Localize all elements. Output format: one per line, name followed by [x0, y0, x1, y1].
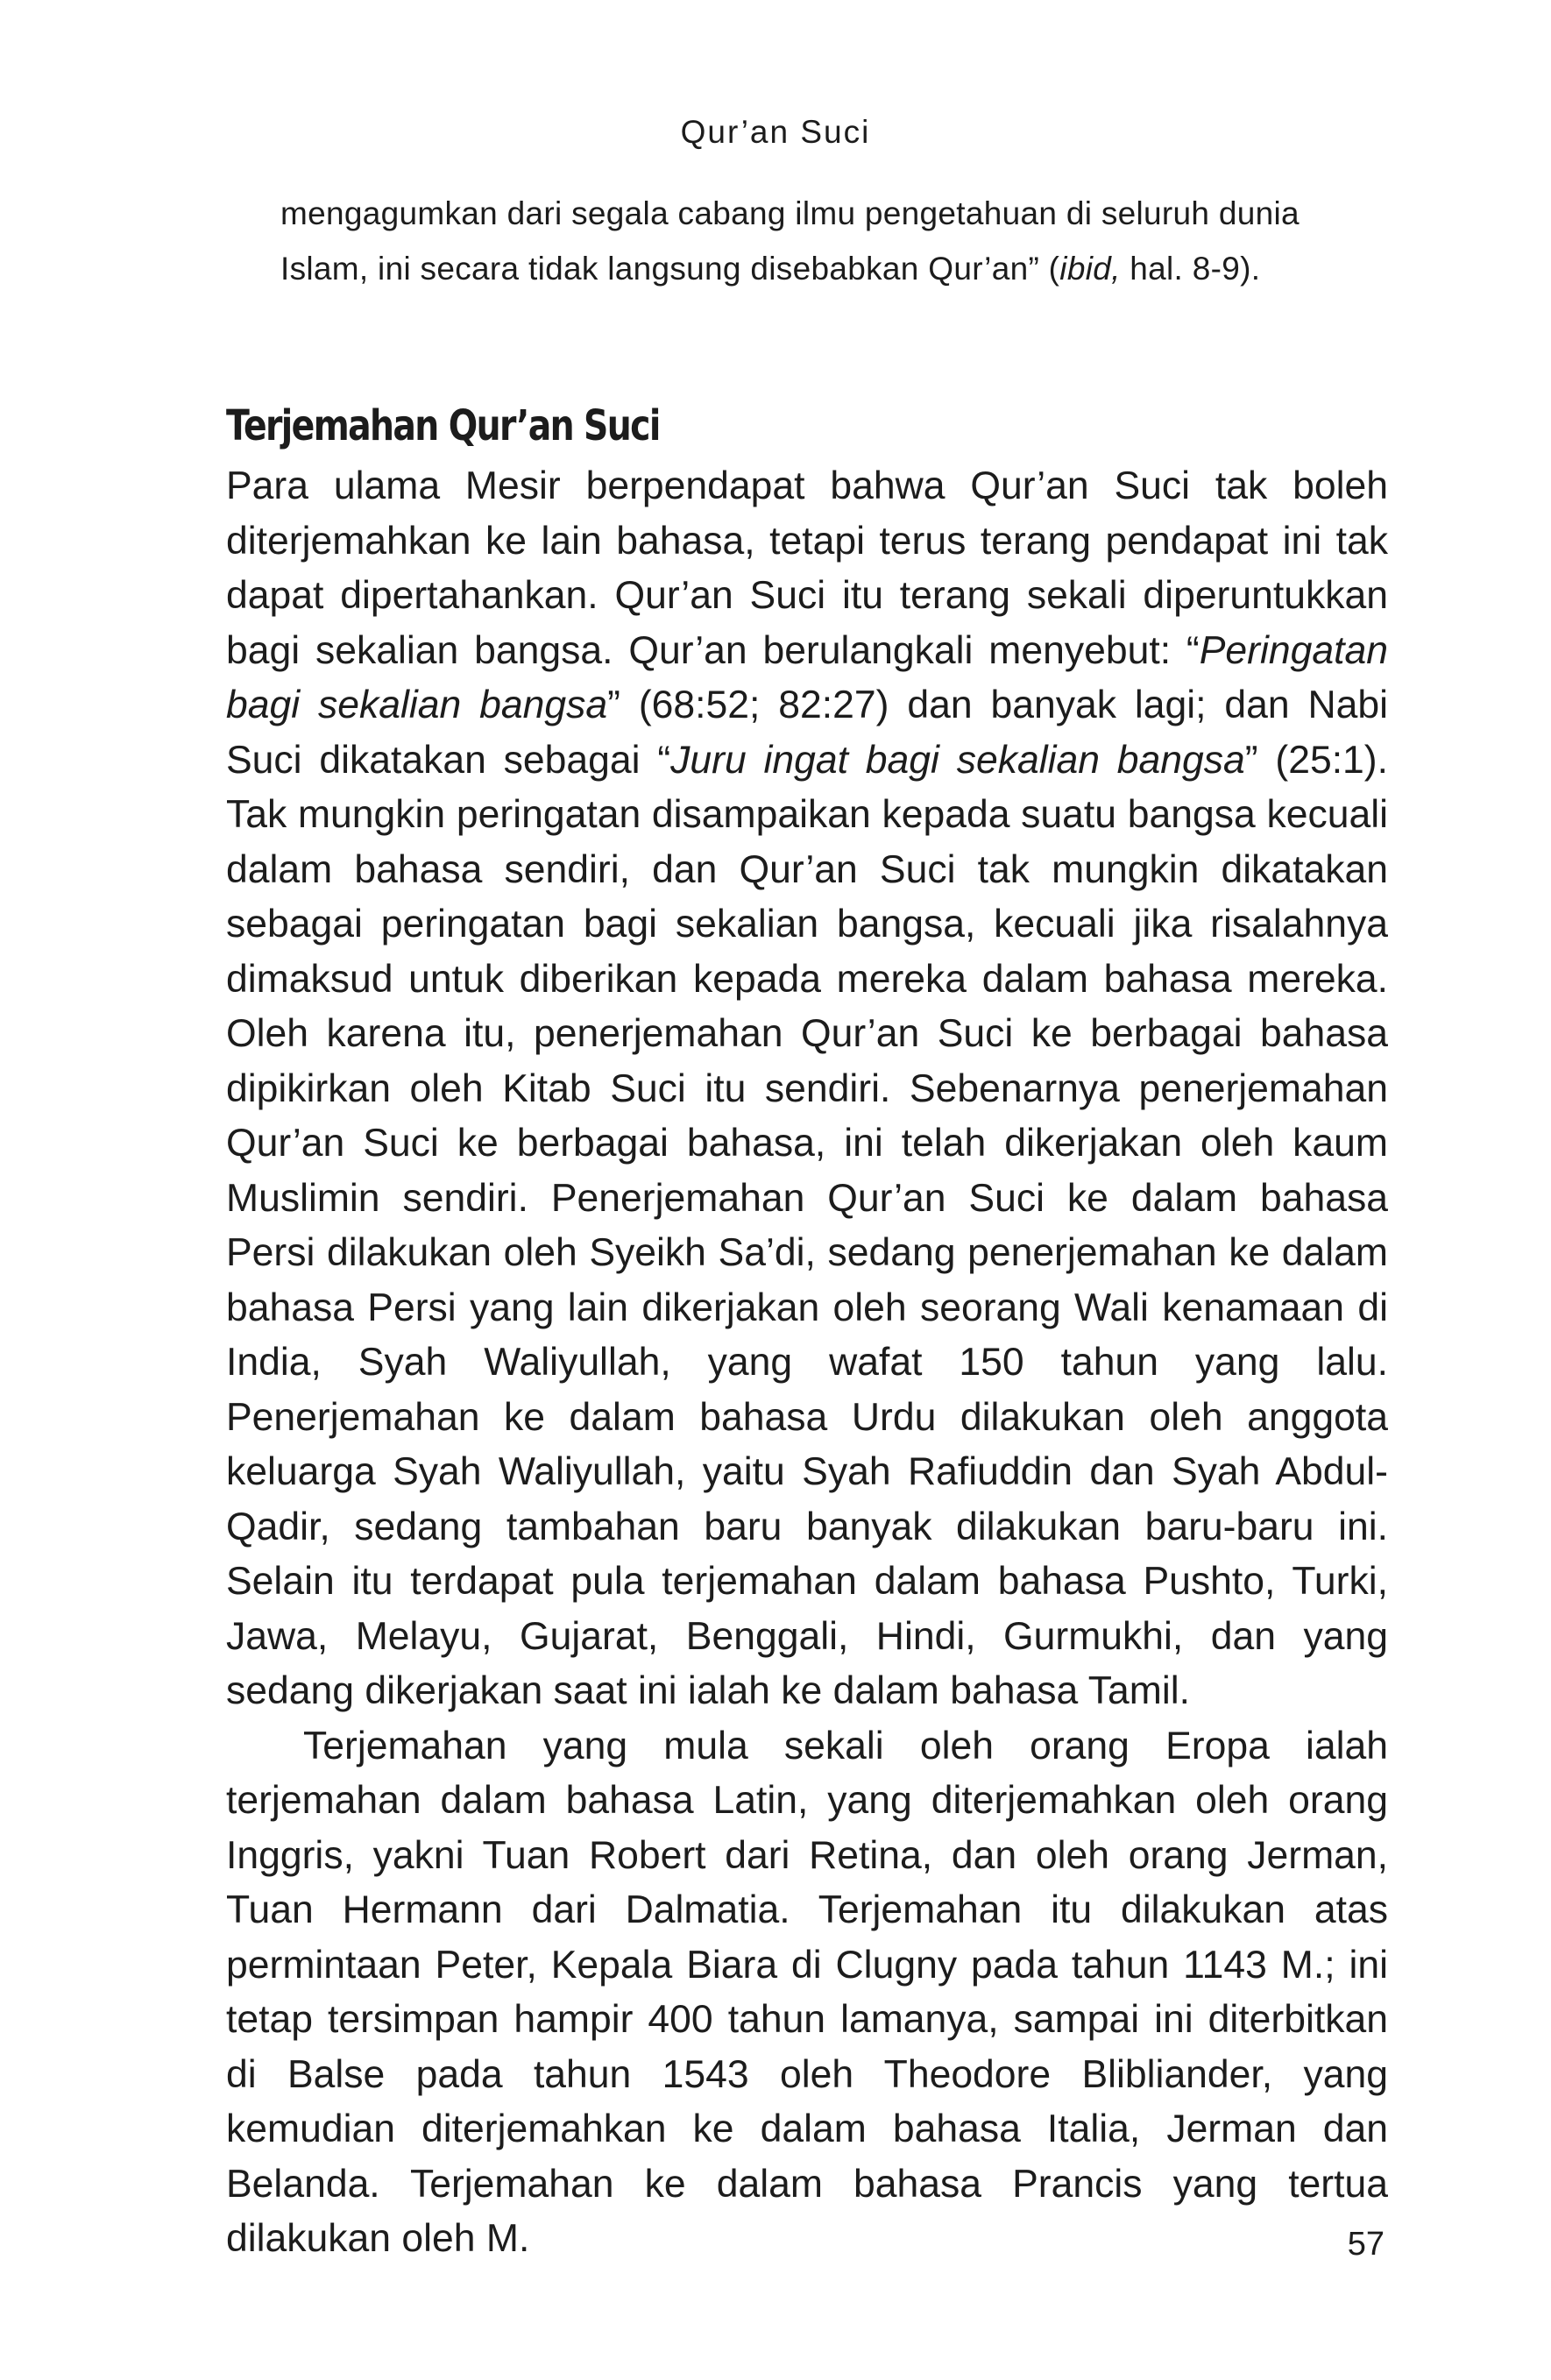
quote-citation: ibid, [1059, 251, 1121, 287]
p1-italic-b: Peringatan bagi sekalian bangsa [226, 628, 1388, 726]
quote-tail: hal. 8-9). [1120, 251, 1261, 287]
running-head: Qur’an Suci [680, 114, 871, 150]
p1-text-c: ” (68:52; 82:27) dan banyak lagi; dan Nabi Suci dikatakan sebagai “ [226, 684, 1388, 782]
p1-italic-d: Juru ingat bagi sekalian bangsa [670, 738, 1245, 782]
p1-text-a: Para ulama Mesir berpendapat bahwa Qur’an Suci tak boleh diterjemahkan ke lain bahasa, tetapi terus terang pendapat ini tak dapat dipertahankan. Qur’an Suci itu terang sekali diperuntukkan bagi sekalian bangsa. Qur’an berulangkali menyebut: “ [226, 464, 1388, 672]
page-number: 57 [1347, 2226, 1385, 2263]
paragraph-2: Terjemahan yang mula sekali oleh orang Eropa ialah terjemahan dalam bahasa Latin, yang diterjemahkan oleh orang Inggris, yakni Tuan Robert dari Retina, dan oleh orang Jerman, Tuan Hermann dari Dalmatia. Terjemahan itu dilakukan atas permintaan Peter, Kepala Biara di Clugny pada tahun 1143 M.; ini tetap tersimpan hampir 400 tahun lamanya, sampai ini diterbitkan di Balse pada tahun 1543 oleh Theodore Blibliander, yang kemudian diterjemahkan ke dalam bahasa Italia, Jerman dan Belanda. Terjemahan ke dalam bahasa Prancis yang tertua dilakukan oleh M. [226, 1724, 1388, 2260]
quote-text: mengagumkan dari segala cabang ilmu pengetahuan di seluruh dunia Islam, ini secara tidak langsung disebabkan Qur’an” ( [280, 195, 1300, 287]
paragraph-1 [226, 459, 1388, 1719]
p1-text-e: ” (25:1). Tak mungkin peringatan disampaikan kepada suatu bangsa kecuali dalam bahasa sendiri, dan Qur’an Suci tak mungkin dikatakan sebagai peringatan bagi sekalian bangsa, kecuali jika risalahnya dimaksud untuk diberikan kepada mereka dalam bahasa mereka. Oleh karena itu, penerjemahan Qur’an Suci ke berbagai bahasa dipikirkan oleh Kitab Suci itu sendiri. Sebenarnya penerjemahan Qur’an Suci ke berbagai bahasa, ini telah dikerjakan oleh kaum Muslimin sendiri. Penerjemahan Qur’an Suci ke dalam bahasa Persi dilakukan oleh Syeikh Sa’di, sedang penerjemahan ke dalam bahasa Persi yang lain dikerjakan oleh seorang Wali kenamaan di India, Syah Waliyullah, yang wafat 150 tahun yang lalu. Penerjemahan ke dalam bahasa Urdu dilakukan oleh anggota keluarga Syah Waliyullah, yaitu Syah Rafiuddin dan Syah Abdul-Qadir, sedang tambahan baru banyak dilakukan baru-baru ini. Selain itu terdapat pula terjemahan dalam bahasa Pushto, Turki, Jawa, Melayu, Gujarat, Benggali, Hindi, Gurmukhi, dan yang sedang dikerjakan saat ini ialah ke dalam bahasa Tamil. [226, 738, 1388, 1712]
section-body [226, 459, 1388, 2267]
quote-continuation [280, 186, 1332, 296]
section-heading: Terjemahan Qur’an Suci [226, 401, 660, 450]
